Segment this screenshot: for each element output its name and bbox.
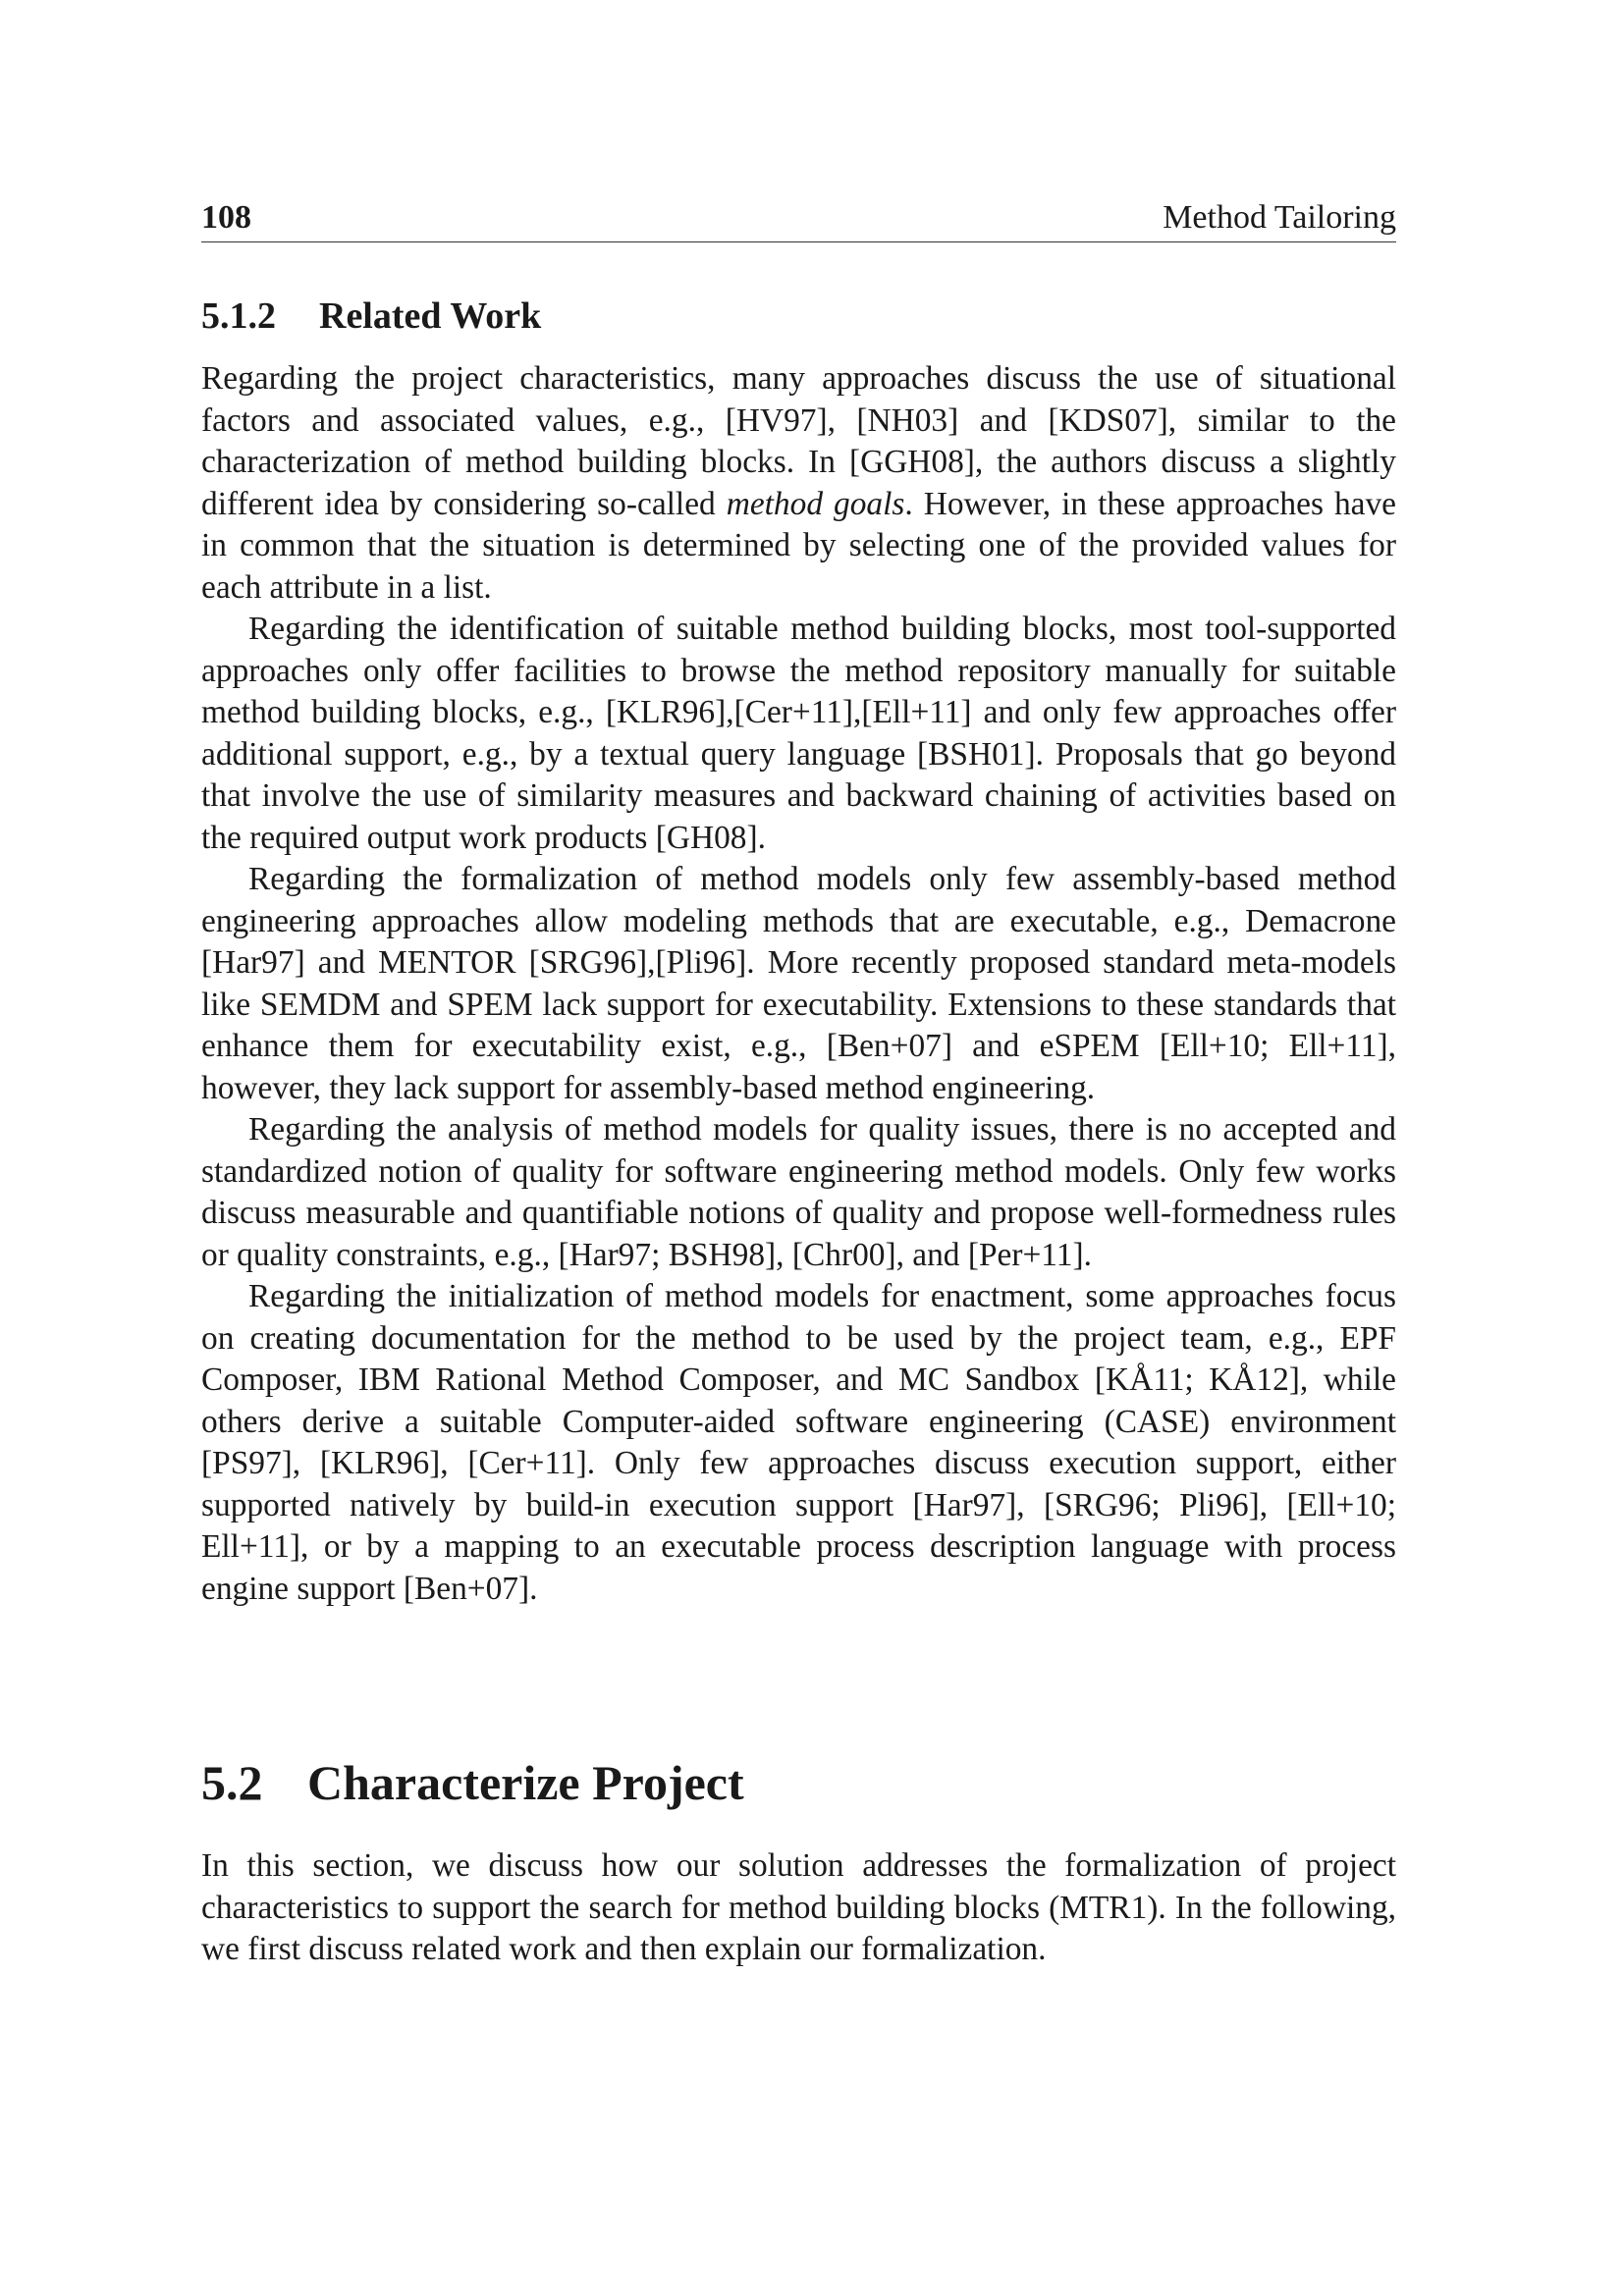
chapter-title: Method Tailoring xyxy=(1163,199,1396,236)
subsection-number: 5.1.2 xyxy=(201,295,276,337)
emphasis: method goals xyxy=(726,485,905,522)
paragraph: In this section, we discuss how our solution addresses the formalization of project characteristics to support the search for method building blocks (MTR1). In the following, we first discuss related work and then explain our formalization. xyxy=(201,1847,1396,1967)
section-number: 5.2 xyxy=(201,1755,263,1810)
section-heading xyxy=(201,1753,744,1812)
related-work-body xyxy=(201,358,1396,1610)
paragraph: Regarding the formalization of method models only few assembly-based method engineering approaches allow modeling methods that are executable, e.g., Demacrone [Har97] and MENTOR [SRG96],[Pli96]. More recently proposed standard meta-models like SEMDM and SPEM lack support for executability. Extensions to these standards that enhance them for executability exist, e.g., [Ben+07] and eSPEM [Ell+10; Ell+11], however, they lack support for assembly-based method engineering. xyxy=(201,861,1396,1106)
subsection-heading xyxy=(201,292,541,341)
characterize-project-body xyxy=(201,1845,1396,1971)
paragraph: Regarding the analysis of method models for quality issues, there is no accepted and standardized notion of quality for software engineering method models. Only few works discuss measurable and quantifiable notions of quality and propose well-formedness rules or quality constraints, e.g., [Har97; BSH98], [Chr00], and [Per+11]. xyxy=(201,1111,1396,1273)
paragraph: Regarding the project characteristics, many approaches discuss the use of situational factors and associated values, e.g., [HV97], [NH03] and [KDS07], similar to the characterization of method building blocks. In [GGH08], the authors discuss a slightly different idea by considering so-called method goals. However, in these approaches have in common that the situation is determined by selecting one of the provided values for each attribute in a list. xyxy=(201,360,1396,606)
page-number: 108 xyxy=(201,199,251,236)
paragraph: Regarding the initialization of method models for enactment, some approaches focus on creating documentation for the method to be used by the project team, e.g., EPF Composer, IBM Rational Method Composer, and MC Sandbox [KÅ11; KÅ12], while others derive a suitable Computer-aided software engineering (CASE) environment [PS97], [KLR96], [Cer+11]. Only few approaches discuss execution support, either supported natively by build-in execution support [Har97], [SRG96; Pli96], [Ell+10; Ell+11], or by a mapping to an executable process description language with process engine support [Ben+07]. xyxy=(201,1278,1396,1607)
section-title: Characterize Project xyxy=(307,1755,744,1810)
paragraph: Regarding the identification of suitable method building blocks, most tool-supported approaches only offer facilities to browse the method repository manually for suitable method building blocks, e.g., [KLR96],[Cer+11],[Ell+11] and only few approaches offer additional support, e.g., by a textual query language [BSH01]. Proposals that go beyond that involve the use of similarity measures and backward chaining of activities based on the required output work products [GH08]. xyxy=(201,611,1396,856)
subsection-title: Related Work xyxy=(319,295,542,337)
running-header xyxy=(201,198,1396,242)
